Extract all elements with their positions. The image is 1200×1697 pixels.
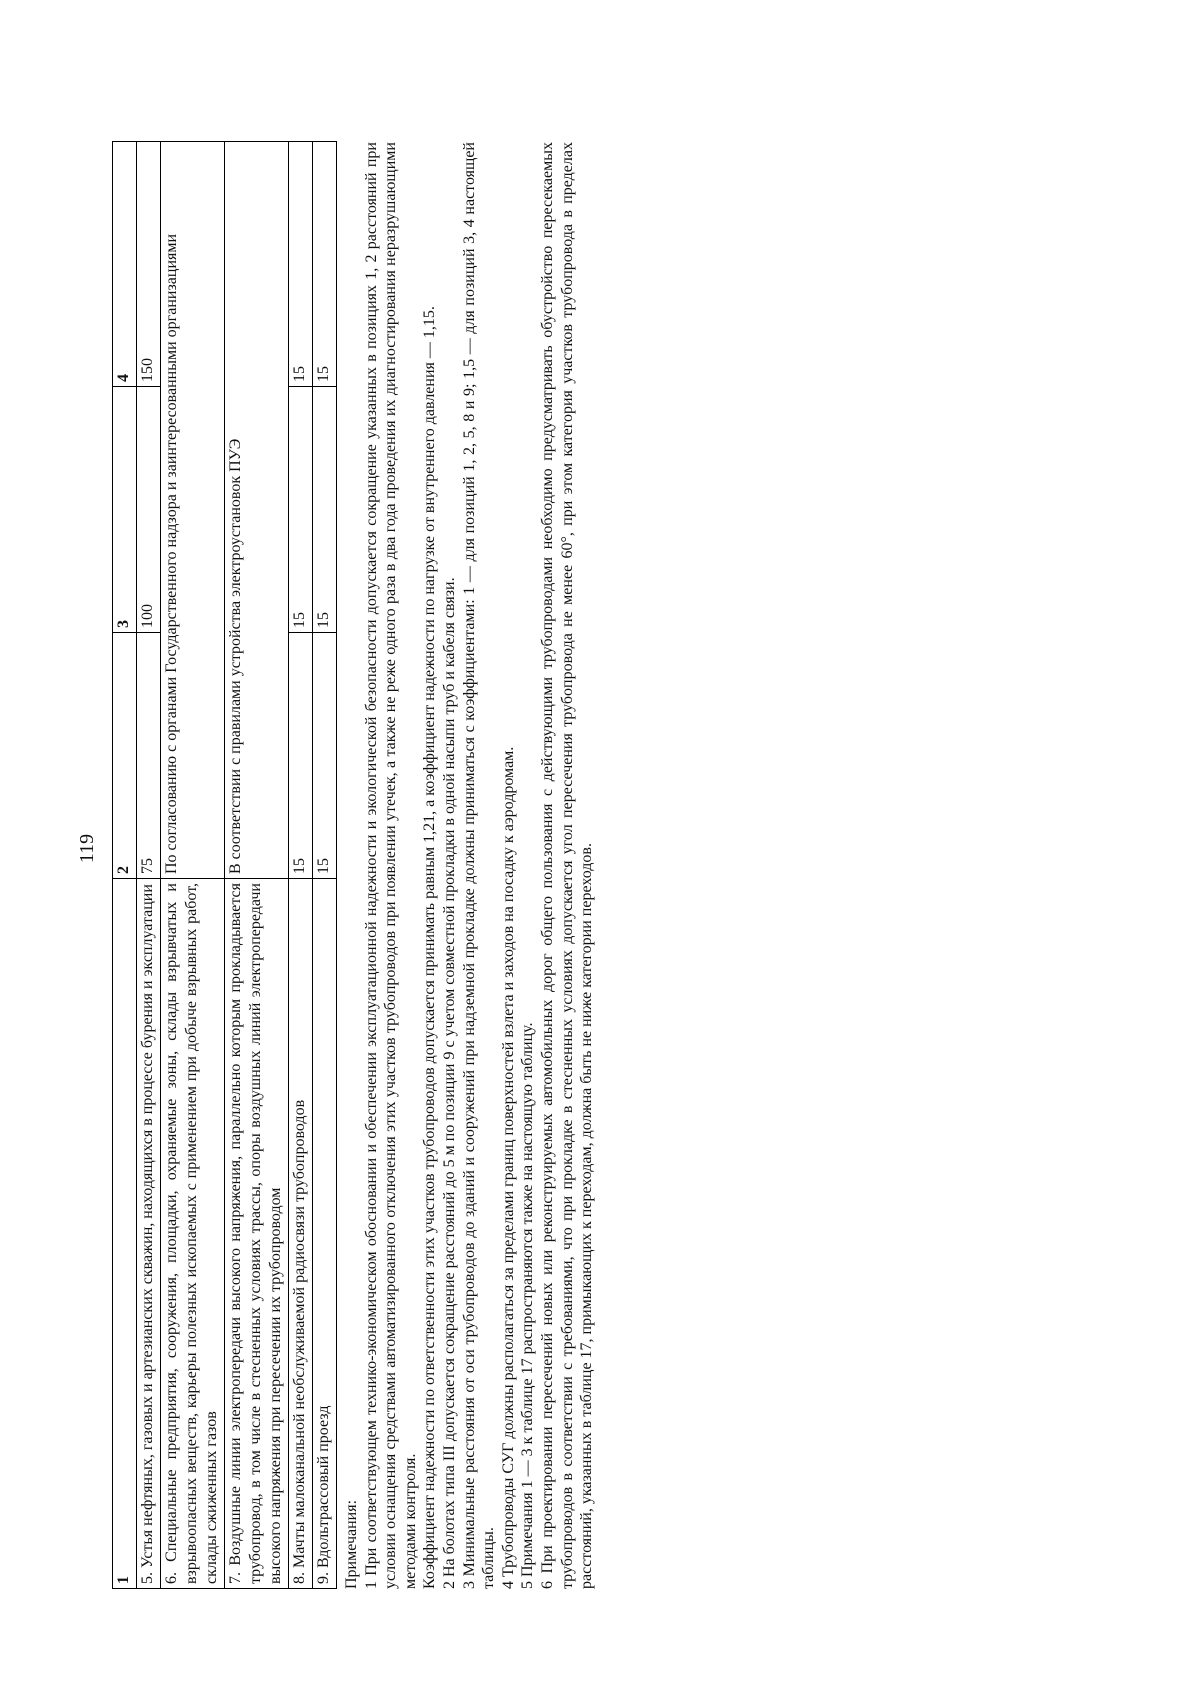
note-1: 1 При соответствующем технико-экономическом обосновании и обеспечении эксплуатационной надежности и экологической безопасности допускается сокращение указанных в позициях 1, 2 расстояний при условии оснащения средствами автоматизированного отключения этих участков трубопроводов при появлении утечек, а также не реже одного раза в два года проведения их диагностирования неразрушающими методами контроля. — [362, 142, 419, 1589]
table-row — [289, 142, 313, 1589]
column-header-2: 2 — [113, 633, 137, 879]
row-6-object: 6. Специальные предприятия, сооружения, площадки, охраняемые зоны, склады взрывчатых и взрывоопасных веществ, карьеры полезных ископаемых с применением при добыче взрывных работ, склады сжиженных газов — [161, 879, 225, 1589]
row-7-object: 7. Воздушные линии электропередачи высокого напряжения, параллельно которым прокладывается трубопровод, в том числе в стесненных условиях трассы, опоры воздушных линий электропередачи высокого напряжения при пересечении их трубопроводом — [225, 879, 289, 1589]
row-9-value-col2: 15 — [313, 633, 337, 879]
table-row — [161, 142, 225, 1589]
table-row — [137, 142, 161, 1589]
note-4: 4 Трубопроводы СУГ должны располагаться за пределами границ поверхностей взлета и заходов на посадку к аэродромам. — [499, 746, 517, 1589]
row-8-value-col3: 15 — [289, 387, 313, 633]
row-5-value-col4: 150 — [137, 142, 161, 387]
row-9-value-col3: 15 — [313, 387, 337, 633]
note-3: 3 Минимальные расстояния от оси трубопроводов до зданий и сооружений при надземной прокладке должны приниматься с коэффициентами: 1 — для позиций 1, 2, 5, 8 и 9; 1,5 — для позиций 3, 4 настоящей таблицы. — [460, 142, 498, 1589]
note-2: 2 На болотах типа III допускается сокращение расстояний до 5 м по позиции 9 с учетом совместной прокладки в одной насыпи труб и кабеля связи. — [440, 577, 458, 1589]
row-8-object: 8. Мачты малоканальной необслуживаемой радиосвязи трубопроводов — [289, 879, 313, 1589]
row-8-value-col4: 15 — [289, 142, 313, 387]
column-header-4: 4 — [113, 142, 137, 387]
column-header-1: 1 — [113, 879, 137, 1589]
row-6-merged-value: По согласованию с органами Государственного надзора и заинтересованными организациями — [161, 142, 225, 879]
note-1-continuation: Коэффициент надежности по ответственности этих участков трубопроводов допускается принимать равным 1,21, а коэффициент надежности по нагрузке от внутреннего давления — 1,15. — [421, 306, 439, 1589]
row-9-object: 9. Вдольтрассовый проезд — [313, 879, 337, 1589]
row-8-value-col2: 15 — [289, 633, 313, 879]
row-7-merged-value: В соответствии с правилами устройства электроустановок ПУЭ — [225, 142, 289, 879]
distance-table — [112, 141, 337, 1589]
row-5-object: 5. Устья нефтяных, газовых и артезианских скважин, находящихся в процессе бурения и эксплуатации — [137, 879, 161, 1589]
notes-section — [342, 142, 597, 1589]
column-header-3: 3 — [113, 387, 137, 633]
row-9-value-col4: 15 — [313, 142, 337, 387]
note-6: 6 При проектировании пересечений новых или реконструируемых автомобильных дорог общего пользования с действующими трубопроводами необходимо предусматривать обустройство пересекаемых трубопроводов в соответствии с требованиями, что при прокладке в стесненных условиях допускается угол пересечения трубопровода не менее 60°, при этом категория участков трубопровода в пределах расстояний, указанных в таблице 17, примыкающих к переходам, должна быть не ниже категории переходов. — [538, 142, 596, 1589]
note-5: 5 Примечания 1 — 3 к таблице 17 распространяются также на настоящую таблицу. — [519, 1022, 537, 1589]
row-5-value-col3: 100 — [137, 387, 161, 633]
notes-title: Примечания: — [343, 1499, 360, 1589]
row-5-value-col2: 75 — [137, 633, 161, 879]
table-header-row — [113, 142, 137, 1589]
table-row — [225, 142, 289, 1589]
page-number: 119 — [76, 833, 98, 864]
table-row — [313, 142, 337, 1589]
